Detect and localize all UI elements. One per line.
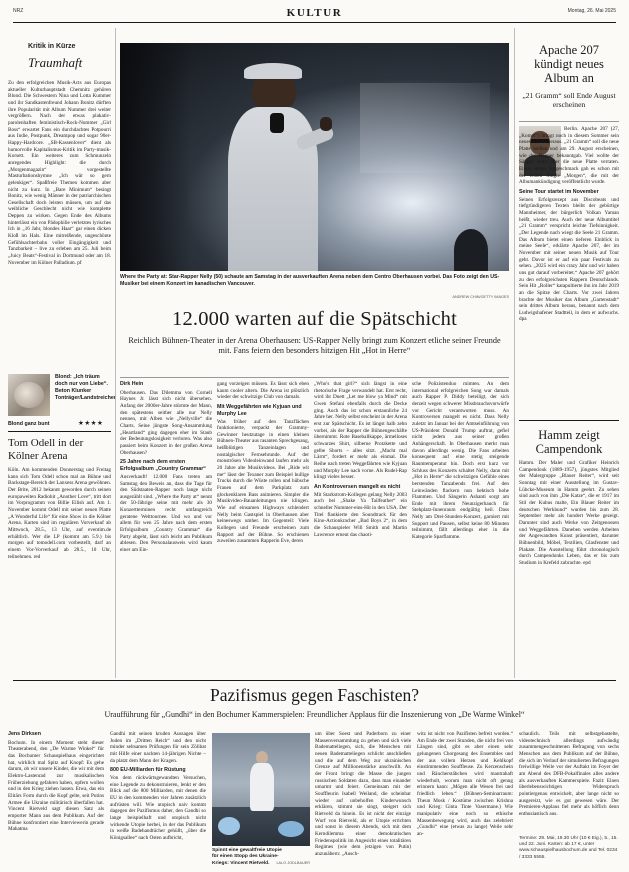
- album-cover: [8, 374, 50, 416]
- odell-body: Köln. Am kommenden Donnerstag und Freitag kann sich Tom Odell schon mal an Bühne und Backstage-Bereich der Lanxess Arena gewöhnen. Der Brite, 2012 bekannt geworden durch seinen europaweiten Radiohit „Another Love“, tritt dort im Vorprogramm von Billie Eilish auf. Am 1. November kommt Odell mit seiner neuen Platte „A Wonderful Life“ für eine Show in die Kölner Arena. Karten sind im regulären Vorverkauf ab Mittwoch, 28.5., 13 Uhr, auf eventim.de erhältlich. Wer die LP (kommt am 5.9.) bis morgen auf tomodell.com vorbestellt, darf an einem Vor-Vorverkauf ab 28.5., 10 Uhr, teilnehmen. red: [8, 467, 111, 560]
- bottom-col-6: schaulich. Teils mit selbstgebastelte, videotechnisch allerdings aufwändig zusammengeschnittenen Befragung von sechs Menschen aus dem Publikum auf der Bühne, die sich im Verlauf der simulierten Befragungen freiwillige Weile vor der Auftakt im Foyer der am Abend des DFB-Pokalfinales alles andere als ausverkauften Kammerspiele. Fazit: Einen überlebenswichtigen Widerspruch pointiergenau entwickelt, aber lange nicht so ausgereizt, wie es gut gewesen wäre. Der Premieren-Applaus fiel mehr als höflich denn enthusiastisch aus.: [519, 731, 619, 817]
- hamm-title: Hamm zeigt Campendonk: [535, 428, 603, 456]
- rating-stars: ★★★★: [78, 419, 104, 427]
- main-col-3: „Who's that girl?“ sich längst in eine rhetorische Frage verwandelt hat. Erst recht, wird ihr Duett „Let me blow ya Mind“ mit Gwen Stefani ebenfalls durch die Decke ging. Auch das ist schon erstaunliche 24 Jahre her. Nelly selbst erscheint in der Arena erst zur Spätschicht. Es ist längst halb zehn vorbei, als der Rapper die Bühnengeschäfte übernimmt. Rote Baseballkappe, ärmelloses schwarzes Shirt, silberne Protzkette und gelbe Shorts – alles sitzt. „Macht mal Lärm“, fordert er mehr als einmal. Die Reihe nach treten Weggefährten wie Kyjuan und Murphy Lee nach vorne. Als Rudel-Rap klingt vieles besser. An Kontroversen mangelt es nicht Mit Starkstrom-Kollegen gelang Nelly 2003 auch bei „Shake Ya Tailfeather“ ein schneller Nummer-eins-Hit in den USA. Der Titel flankierte den Soundtrack für den Kino-Actionkracher „Bad Boys 2“, in dem die Schauspieler Will Smith und Martin Lawrence erneut das chaoti-: [314, 381, 407, 538]
- section-title: KULTUR: [286, 7, 343, 19]
- sidebar-body: Zu den erfolgreichen Musik-Acts aus Europas aktueller Kulturhauptstadt Chemnitz gehören Blond. Die Schwestern Nina und Lotta Kummer und ihr Sandkastenfreund Johann Bonitz dürften ihre Popularität mit Album Nummer drei weiter vergrößern. Nach der etwas plakativ-parolenhaften feministisch-Rock-Nummer „Girl Boss“ erwartet Fans ein durchdachtes Potpourri aus Indie, Postpunk, Dreampop und sogar 90er-Happy-Hardcore. „SB-Kassenlover“ dient als humorvolle Kapitalismus-Kritik im Party-musik-Korsett. Ein weiteres zum Schmunzeln anregendes Highlight: die durch „Morgenmagazin“ vorgestellte Masturbationshymne „Ich wär so gern gelenkiger“. Spaßfreie Themen kommen aber nicht zu kurz. In „Bare Minimum“ besingt Bonitz, wie wenig Männer in der patriarchischen Gesellschaft doch leisten müssen, um auf das weibliche Geschlecht nicht wie komplette Deppen zu wirken. Gegen Ende des Albums hinterlässt ein von Pädophilie verletztes lyrisches Ich in „16 Jahr, blondes Haar“ gar einen dicken Kloß im Hals. Eine mitreißende, ungeschönte Gefühlsachterbahn voller Eingängigkeit und Tanzbarkeit – live zu erleben am 25. Juli beim „Juicy Beats“-Festival in Dortmund oder am 18. November im Kölner Palladium. pf: [8, 80, 111, 266]
- main-sub-rule: [120, 377, 509, 378]
- bottom-headline: Pazifismus gegen Faschisten?: [210, 685, 419, 705]
- nelly-photo: [120, 43, 509, 271]
- bottom-col-1: Jens Dirksen Bochum. In einem Moment steht dieser Theaterabend, den „De Warme Winkel“ für das Bochumer Schauspielhaus eingerichtet hat, wirklich mal Spitz auf Knopf: Es gehe darum, ob wir unsere Kinder, die wir mit dem Elektro-Lastenrad zur musikalischen Früherziehung gefahren haben, opfern wollen und in den Krieg ziehen lassen. Etwa, das ein Elitärs Form durch die Kopf gelte, seit Putins Armee die Ukraine militärisch überfallen hat. Vincent Rietveld sagt diesen Satz als emporter Mann aus dem Publikum. Auf der Bühne konfrontiert eine Interviewerin gerade Mahatma: [8, 731, 104, 833]
- main-col-1: Dirk Hein Oberhausen. Das Dilemma von Cornell Haynes Jr. lässt sich nicht übersehen. Anfang der 2000er-Jahre stürmte der Mann, den spätestens seither alle nur Nelly nennen, mit Alben wie „Nellyville“ die Charts. Seine jüngste Song-Ansammlung „Heartland“ ging dagegen eher im Staub der Bedeutungslosigkeit verloren. Was also passiert beim Konzert in der großen Arena Oberhausen? 25 Jahre nach dem ersten Erfolgsalbum „Country Grammar“ Ausverkauft! 12.000 Fans treten am Samstag den Beweis an, dass die Tage für den Südstaaten-Rapper noch lange nicht ausgezählt sind. „Where the Party at“ nennt der 50-Jährige seine mit mehr als 30 Konzertterminen recht umfangreich geratene Welttournee. Und wo und vor allem für wen 25 Jahre nach dem ersten Erfolgsalbum „Country Grammar“ die Party abgeht, lässt sich leicht am Publikum ablesen. Den Personalausweis wird kaum einer am Ein-: [120, 381, 212, 554]
- main-col1-subheading: 25 Jahre nach dem ersten Erfolgsalbum „Country Grammar“: [120, 459, 206, 473]
- odell-title: Tom Odell in der Kölner Arena: [8, 437, 84, 463]
- bottom-col-2: Gandhi mit seinen kruden Aussagen über Juden im „Dritten Reich“ und den nicht minder seltsamen Prüfungen für sein Zölibat mit Hilfe einer nackten 14-jährigen Nichte – da platzt dem Mann der Kragen. 800 EU-Milliarden für Rüstung Von dem rückwärtsgewandten Versuchen, eine Legende zu dekonstruieren, lenkt er den Blick auf die 800 Milliarden, mit denen die EU in den kommenden vier Jahren zusätzlich aufrüsten will. Wie utopisch naiv kommt dagegen der Pazifismus daher, den Gandhi so lange beispielhaft und utopisch nicht wirkende Utopie herbei, in der das Publikum in weiße Badehandtücher gehüllt, „über die Königsallee“ nach Osten aufbricht,: [110, 731, 206, 841]
- bottom-col2-subheading: 800 EU-Milliarden für Rüstung: [110, 767, 186, 774]
- apache-rule: [519, 121, 619, 122]
- hamm-body: Hamm. Der Maler und Grafiker Heinrich Campendonk (1889-1957), jüngstes Mitglied der Malergruppe „Blauer Reiter“, wird seit Sonntag mit einer Ausstellung im Gustav-Lübcke-Museum in Hamm geehrt. Zu sehen sind auch von ihm „Die Katze“, die er 1917 im Stil der Kubus malte, Ein Blauer Reiter im deutschen Werkbund“ wurden bis zum 28. September mehr als hundert Werke gezeigt. Darunter sind auch Werke von Zeitgenossen und Weggefährten. Daneben werden Arbeiten der Angewandten Kunst präsentiert, darunter Bühnenbild, Möbel, Textilien, Glasfenster und Plakate. Die Ausstellung führt chronologisch durch Campendonks Leben, das er bis zum Studium in Krefeld zubrachte. epd: [519, 460, 619, 566]
- bottom-col-4: um über Soest und Paderborn zu einer Massenversammlung zu gehen und sich viele Badematteliegen, sich, die Menschen mit neuen Badematteliegen schlicht anschließen und die auf dem Weg zur ukrainischen Grenze auf Millionenstärke anschwillt. An der Front bringt die Masse die jungen russischen Soldaten dazu, dass man einander umarmt und feiert. Gemeinsam mit der Souffleurin Isabell Weiland, die scheinbar wieder auf unbeholfen Kinderwunsch erklären, stimmt sie singt, steigert sich Rietveld da hinein. Es ist nicht der einzige Wurf von Rietveld, als er Utopie errichten und sonst in diesem Abends, sich mit dem Kerndilemma einer demokratischen Friedenspolitik im Angesicht eines totalitären Regimes (wie dem jetzigen von Putin) anzunähern: „Ausch-: [315, 731, 411, 857]
- photo-credit: ANDREW CHIN/GETTY IMAGES: [452, 295, 509, 299]
- gandhi-credit: LALO JODLBAUER: [276, 861, 310, 865]
- bottom-top-rule: [13, 680, 616, 681]
- gandhi-caption: Spinnt eine gewaltfreie Utopie für einen Stopp des Ukraine-Kriegs: Vincent Rietveld.: [212, 848, 282, 866]
- main-col-2: gang vorzeigen müssen. Es lässt sich eben kaum cooler altern. Die Arena ist plötzlich wieder der schwitzige Club von damals. Mit Weggefährten wie Kyjuan und Murphy Lee Was früher auf den Tanzflächen funktionierte, verpackt der Grammy-Gewinner heutzutage in einen kleinen Bühnen-Theater aus rasanten Sprechgesang, heißblütigen Tanzeinlagen und nostalgischer Fernsehrunde. Auf der monströsen Videoleinwand laufen mehr als 20 Jahre alte Musikvideos. Bei „Ride wit me“ lässt der Texaner zum Beispiel bullige Trucks durch die Wüste rollen und hübsche Frauen auf dem Parkplatz zum glockenklaren Bass animieren. Simpler die Musikvideo-Bauanleitungen nie klingen. Wie auf einsamen Highways schlendert Nelly beim Gastspiel in Oberhausen aber keineswegs umher. Im Gegenteil: Viele Kollegen und Freunde erscheinen zum Rapport auf der Bühne. So erschienen zuweilen zusammen Rapperin Eve, deren: [217, 381, 309, 545]
- sidebar-title: Traumhaft: [28, 55, 83, 70]
- sidebar-vrule: [115, 28, 116, 678]
- bottom-subhead: Uraufführung für „Gundhi“ in den Bochumer Kammerspielen: Freundlicher Applaus für die Inszenierung von „De Warme Winkel“: [104, 710, 525, 719]
- album-info: Blond: „Ich träum doch nur von Liebe“. Beton Klunker Tonträger/Landstreicher: [55, 374, 116, 402]
- sidebar-kicker: Kritik in Kürze: [28, 43, 76, 50]
- main-subhead: Reichlich Bühnen-Theater in der Arena Oberhausen: US-Rapper Nelly bringt zum Konzert etliche seiner Freunde mit. Fans feiern den besonders hitzigen Hit „Hot in Herre“: [128, 336, 501, 355]
- page-date: Montag, 26. Mai 2025: [567, 8, 616, 14]
- bottom-info: Termine: 29. Mai, 19.30 Uhr (10 € Eig.), 5., 15. und 22. Juni. Karten: ab 17 €, unter www.schauspielhausbochum.de und Tel. 0234 / 3333 5555.: [519, 836, 618, 860]
- apache-subhead: „21 Gramm“ soll Ende August erscheinen: [522, 91, 616, 110]
- apache-body: Berlin. Apache 207 (27, „Komet“) bringt noch in diesem Sommer sein neues Album heraus. „21 Gramm“ soll die neue Platte heißen und am 29. August erscheinen, wie der Rapper bekanntgab. Viel wollte der Sänger nicht über die neue Platte verraten. Einen ersten Vorgeschmack gab es schon mit der ersten Single „Morgen“, die mit der Albumankündigung veröffentlicht wurde. Seine Tour startet im November Seinen Erfolgsrezept aus Discobeats und tiefgründigeren Texten bleibt der gebürtige Mannheimer, der bürgerlich Volkan Yaman heißt, wieder treu. Auch der neue Albumtitel „21 Gramm“ verspricht leichte Tiefsinnigkeit. „Der Legende nach wiegt die Seele 21 Gramm. Das Album bietet einen tieferen Einblick in meine Seele“, erklärte Apache 207, der im November mit seiner neuen Musik auf Tour geht. Davor ist er auf ein paar Festivals zu sehen. „2025 wird ein crazy Jahr und wir haben uns gut darauf vorbereitet.“ Apache 207 gehört zu den erfolgreichsten Rappern Deutschlands. Sein Hit „Roller“ katapultierte ihn im Jahr 2019 an die Spitze der Charts. Vor zwei Jahren brachte der Musiker das Album „Gartenstadt“ sein drittes Album heraus, benannt nach dem Ludwigshafener Stadtteil, in dem er aufwuchs. dpa: [519, 126, 619, 323]
- hamm-divider: [519, 420, 619, 421]
- page-code: NRZ: [13, 8, 24, 14]
- main-col3-subheading: An Kontroversen mangelt es nicht: [314, 483, 401, 490]
- main-byline: Dirk Hein: [120, 381, 144, 387]
- apache-title: Apache 207 kündigt neues Album an: [534, 43, 604, 85]
- rating-label: Blond ganz bunt: [8, 421, 50, 427]
- right-vrule: [514, 28, 515, 678]
- main-col2-subheading: Mit Weggefährten wie Kyjuan und Murphy Lee: [217, 403, 302, 417]
- main-headline: 12.000 warten auf die Spätschicht: [172, 308, 457, 330]
- apache-subheading: Seine Tour startet im November: [519, 188, 599, 195]
- gandhi-photo: [212, 733, 310, 846]
- sidebar-divider: [8, 431, 111, 432]
- main-col-4: sche Polizistenduo mimten. An dem international erfolgreichen Song war damals auch Rapper P. Diddy beteiligt, der sich derzeit wegen schwerer Missbrauchsvorwürfe vor Gericht verantworten muss. An Kontroversen mangelt es nicht. Dass Nelly zuletzt im Januar bei der Amtseinführung von US-Präsident Donald Trump auftrat, gefiel nicht jedem aus seiner großen Anhängerschaft. In Oberhausen merkt man davon allerdings wenig. Die Fans arbeiten konsequent auf eine stetig steigende Raumtemperatur hin. Doch erst kurz vor Schluss des Konzerts schaltet Nelly, dann mit „Hot in Herre“ die schwitzigen Gefühle eines berstenden Tanzabends frei. Auf den Leinwänden flackern nun hektisch hohe Flammen. Und Sängerin Ashanti sorgt am Ende mit ihrem Neunzigerhauch für Stehplatz-Innenraum endgültig heil. Dass Nelly am Drei-Stunden-Konzert, garniert mit Support und Pausen, selbst keine 80 Minuten teilnimmt, fällt allerdings eher in die Kategorie Sparflamme.: [412, 381, 509, 541]
- bottom-byline: Jens Dirksen: [8, 731, 41, 737]
- header-rule: [13, 22, 616, 23]
- bottom-col-5: witz ist nicht von Pazifisten befreit worden.“ Am Ende der zwei Stunden, die nicht frei von Längen sind, gibt es aber einen sehr gelungenen Chorgesang des Ensembles und der aus vollem Herzen und Kehlkopf einstimmenden Souffleuse. Zu Kerzenschein und Räucherstäbchen wird mantrahaft wiederholt, worum man nicht oft genug erinnern kann: „Mögen alle Wesen frei und friedlich leben.“ (Bühnen-Seminarraum: Theun Mosk / Kostüme zwischen Krishna und Krieg: Ginta Tinte Vasermane.) Wie manipulativ eine noch so ethische Massenbewegung wird, auch das zelebriert „Gundhi“ eine (etwas zu lange) Weile sehr an-: [417, 731, 513, 837]
- photo-caption: Where the Party at: Star-Rapper Nelly (50) schaute am Samstag in der ausverkauften Arena neben dem Centro Oberhausen vorbei. Das Foto zeigt den US-Musiker bei einem Konzert im kanadischen Vancouver.: [120, 274, 500, 287]
